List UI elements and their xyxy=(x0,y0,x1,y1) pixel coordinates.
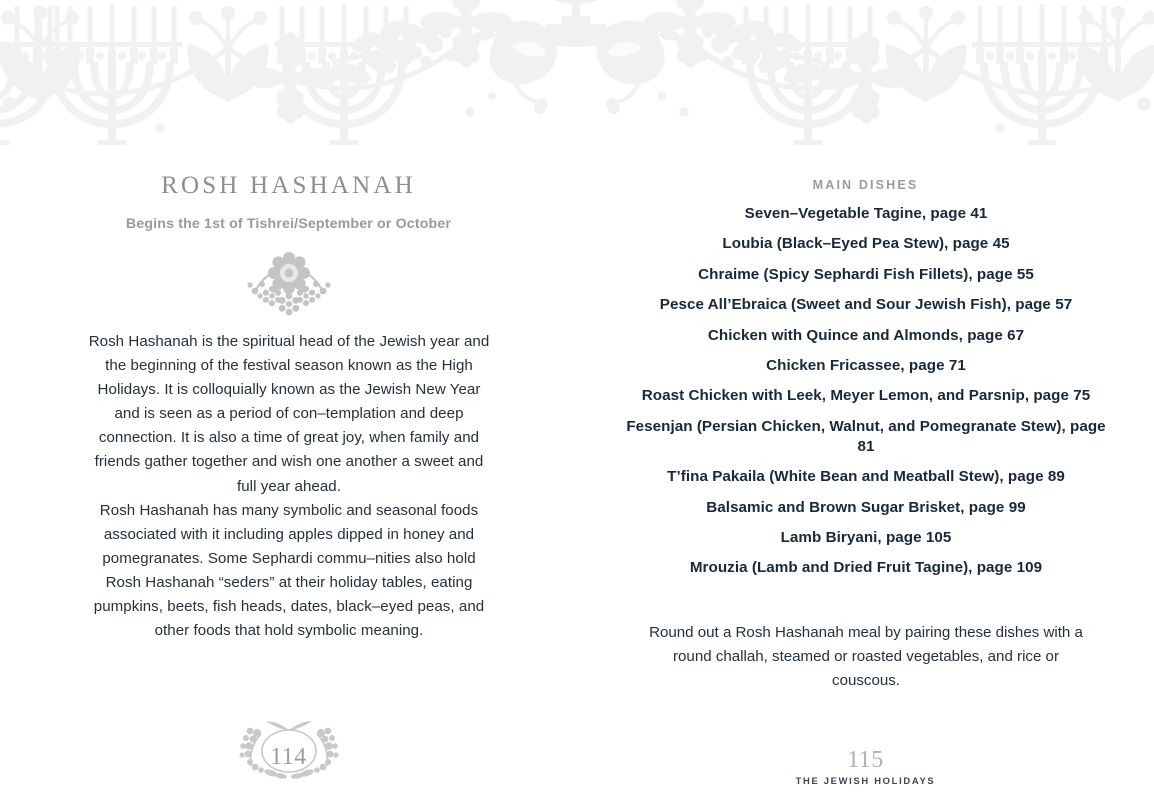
list-item: T’fina Pakaila (White Bean and Meatball Stew), page 89 xyxy=(667,468,1065,486)
description-paragraph-2: Rosh Hashanah has many symbolic and seasonal foods associated with it including apples dipped in honey and pomegranates. Some Sephardi commu–nities also hold Rosh Hashanah “seders” at their holiday tables, eating pumpkins, beets, fish heads, dates, black–eyed peas, and other foods that hold symbolic meaning. xyxy=(93,501,485,640)
serving-suggestion xyxy=(645,621,1087,693)
page-title: ROSH HASHANAH xyxy=(161,172,416,199)
list-item: Pesce All’Ebraica (Sweet and Sour Jewish Fish), page 57 xyxy=(659,296,1073,314)
section-heading-main-dishes: MAIN DISHES xyxy=(812,178,919,192)
list-item: Chicken with Quince and Almonds, page 67 xyxy=(707,326,1025,344)
list-item: Chicken Fricassee, page 71 xyxy=(766,356,966,374)
folio-number-right: 115 xyxy=(847,747,884,773)
holiday-description xyxy=(88,330,490,643)
folio-number-left: 114 xyxy=(270,744,307,770)
list-item: Roast Chicken with Leek, Meyer Lemon, and Parsnip, page 75 xyxy=(641,387,1091,405)
description-paragraph-1: Rosh Hashanah is the spiritual head of the Jewish year and the beginning of the festival season known as the High Holidays. It is colloquially known as the Jewish New Year and is seen as a period of con–templation and deep connection. It is also a time of great joy, when family and friends gather together and wish one another a sweet and full year ahead. xyxy=(88,333,490,495)
running-head-caption: THE JEWISH HOLIDAYS xyxy=(795,775,936,786)
right-page xyxy=(577,0,1154,800)
list-item: Seven–Vegetable Tagine, page 41 xyxy=(744,205,988,222)
list-item: Mrouzia (Lamb and Dried Fruit Tagine), page 109 xyxy=(689,559,1043,577)
list-item: Chraime (Spicy Sephardi Fish Fillets), page 55 xyxy=(698,265,1034,283)
right-page-folio xyxy=(577,747,1154,786)
rosette-ornament xyxy=(0,252,577,316)
holiday-date-subtitle: Begins the 1st of Tishrei/September or October xyxy=(125,216,452,232)
serving-suggestion-text: Round out a Rosh Hashanah meal by pairing these dishes with a round challah, steamed or roasted vegetables, and rice or couscous. xyxy=(649,624,1083,690)
recipe-reference-list xyxy=(623,199,1109,584)
list-item: Loubia (Black–Eyed Pea Stew), page 45 xyxy=(722,235,1010,253)
rosette-flourish-icon xyxy=(246,252,332,316)
list-item: Lamb Biryani, page 105 xyxy=(780,528,952,546)
list-item: Fesenjan (Persian Chicken, Walnut, and Pomegranate Stew), page 81 xyxy=(626,417,1106,455)
list-item: Balsamic and Brown Sugar Brisket, page 99 xyxy=(706,498,1026,516)
left-page-folio xyxy=(0,718,577,780)
